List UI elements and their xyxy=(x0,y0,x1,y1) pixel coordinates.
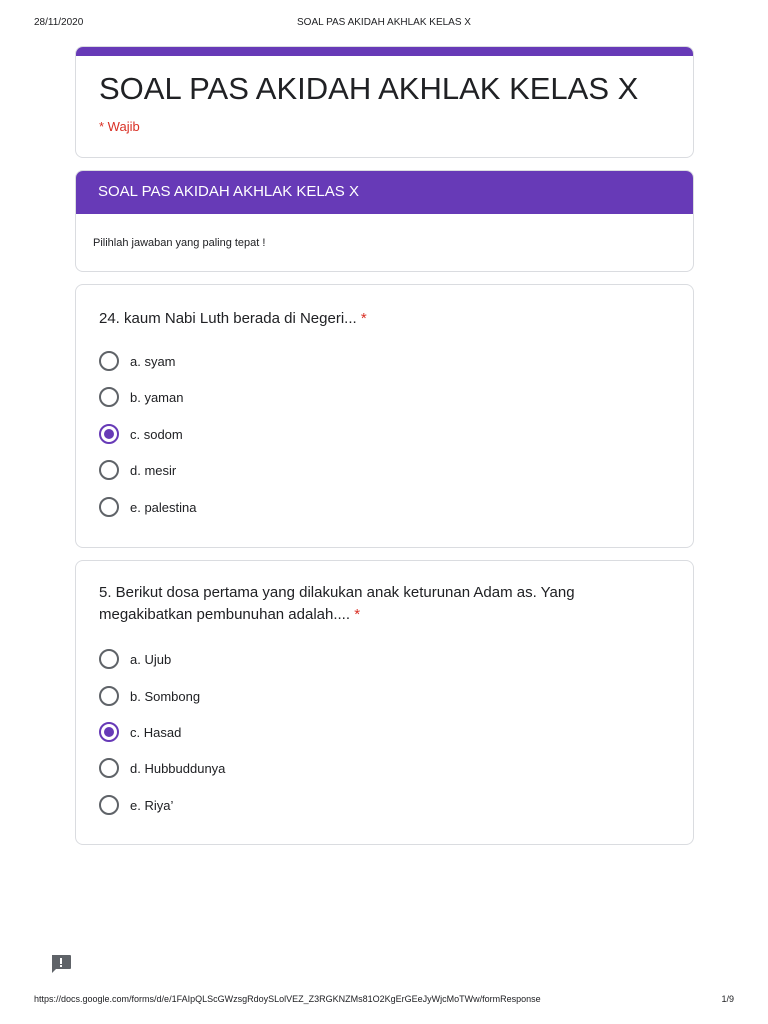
feedback-icon[interactable] xyxy=(50,954,72,974)
section-description: Pilihlah jawaban yang paling tepat ! xyxy=(93,237,266,249)
form-title: SOAL PAS AKIDAH AKHLAK KELAS X xyxy=(99,71,639,106)
option-label: a. syam xyxy=(130,353,176,369)
title-accent-bar xyxy=(76,47,693,56)
option-b[interactable] xyxy=(99,686,499,706)
section-title: SOAL PAS AKIDAH AKHLAK KELAS X xyxy=(76,171,693,214)
option-label: e. palestina xyxy=(130,499,197,515)
option-label: e. Riya’ xyxy=(130,797,174,813)
print-footer xyxy=(0,994,768,1008)
required-note: * Wajib xyxy=(99,119,140,134)
option-label: c. sodom xyxy=(130,426,183,442)
radio-button[interactable] xyxy=(99,686,119,706)
option-d[interactable] xyxy=(99,758,499,778)
option-d[interactable] xyxy=(99,460,499,480)
print-url: https://docs.google.com/forms/d/e/1FAIpQLScGWzsgRdoySLolVEZ_Z3RGKNZMs81O2KgErGEeJyWjcMoTWw/formResponse xyxy=(34,994,541,1004)
option-b[interactable] xyxy=(99,387,499,407)
option-label: d. Hubbuddunya xyxy=(130,760,226,776)
print-page-number: 1/9 xyxy=(721,994,734,1004)
option-label: b. Sombong xyxy=(130,688,201,704)
question-text xyxy=(99,308,659,330)
option-a[interactable] xyxy=(99,649,499,669)
radio-button[interactable] xyxy=(99,649,119,669)
radio-button[interactable] xyxy=(99,758,119,778)
print-date: 28/11/2020 xyxy=(34,17,84,28)
option-label: a. Ujub xyxy=(130,651,172,667)
option-e[interactable] xyxy=(99,497,499,517)
radio-button[interactable] xyxy=(99,460,119,480)
radio-button[interactable] xyxy=(99,795,119,815)
radio-button[interactable] xyxy=(99,424,119,444)
radio-button[interactable] xyxy=(99,387,119,407)
question-label: 24. kaum Nabi Luth berada di Negeri... xyxy=(99,310,357,327)
required-asterisk: * xyxy=(360,310,367,327)
option-label: d. mesir xyxy=(130,462,177,478)
option-label: c. Hasad xyxy=(130,724,182,740)
required-asterisk: * xyxy=(354,606,361,623)
print-title: SOAL PAS AKIDAH AKHLAK KELAS X xyxy=(297,17,471,28)
option-c[interactable] xyxy=(99,722,499,742)
radio-button[interactable] xyxy=(99,351,119,371)
print-header xyxy=(0,17,768,31)
question-label: 5. Berikut dosa pertama yang dilakukan anak keturunan Adam as. Yang megakibatkan pembunuhan adalah.... xyxy=(99,584,575,623)
option-a[interactable] xyxy=(99,351,499,371)
option-e[interactable] xyxy=(99,795,499,815)
question-text xyxy=(99,582,659,626)
form-title-card xyxy=(75,46,694,158)
question-card-1 xyxy=(75,284,694,548)
radio-button[interactable] xyxy=(99,722,119,742)
option-label: b. yaman xyxy=(130,389,184,405)
question-card-2 xyxy=(75,560,694,845)
radio-button[interactable] xyxy=(99,497,119,517)
option-c[interactable] xyxy=(99,424,499,444)
section-card xyxy=(75,170,694,272)
